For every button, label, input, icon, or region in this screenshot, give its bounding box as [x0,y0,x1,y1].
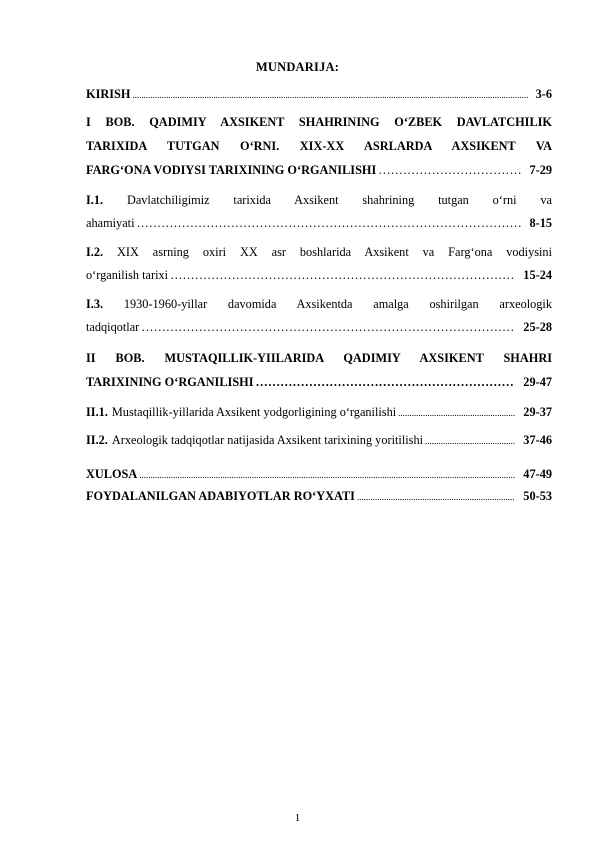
section-title-cont: tadqiqotlar [86,320,140,334]
section-number: I.1. [86,193,104,207]
section-title: 1930-1960-yillar davomida Axsikentda amalga oshirilgan arxeologik [123,297,552,311]
page-number: 1 [294,812,301,824]
page-range: 37-46 [523,433,552,447]
section-number: II.2. [86,433,108,447]
leader-dots [132,84,527,105]
leader-dots [357,486,515,507]
entry-label: KIRISH [86,87,131,101]
section-title: XIX asrning oxiri XX asr boshlarida Axsikent va Farg‘ona vodiysini [117,245,552,259]
toc-entry-xulosa [86,464,552,484]
leader-dots [425,430,515,451]
page-range: 47-49 [523,467,552,481]
toc-entry-section-1-1 [86,190,552,233]
toc-entry-chapter-2 [86,348,552,392]
toc-entry-section-1-3 [86,294,552,337]
chapter-title-line: II BOB. MUSTAQILLIK-YIILARIDA QADIMIY AXSIKENT SHAHRI [86,351,552,365]
section-title: Arxeologik tadqiqotlar natijasida Axsikent tarixining yoritilishi [111,433,424,447]
leader-dots [378,160,521,180]
toc-entry-kirish [86,84,552,104]
toc-entry-section-1-2 [86,242,552,285]
section-title-cont: ahamiyati [86,216,135,230]
section-title: Mustaqillik-yillarida Axsikent yodgorligining o‘rganilishi [111,405,397,419]
leader-dots [139,464,515,485]
toc-entry-chapter-1 [86,112,552,180]
section-title: Davlatchiligimiz tarixida Axsikent shahrining tutgan o‘rni va [126,193,553,207]
chapter-title-line: TARIXINING O‘RGANILISHI [86,375,254,389]
page-range: 25-28 [523,320,552,334]
leader-dots [256,372,516,392]
toc-entry-bibliography [86,486,552,506]
leader-dots [137,213,522,233]
entry-label: FOYDALANILGAN ADABIYOTLAR RO‘YXATI [86,489,355,503]
section-number: I.3. [86,297,104,311]
page-range: 29-47 [523,375,552,389]
section-number: I.2. [86,245,104,259]
section-title-cont: o‘rganilish tarixi [86,268,169,282]
page-range: 8-15 [529,216,552,230]
page-range: 7-29 [529,163,552,177]
toc-title: MUNDARIJA: [255,60,340,74]
chapter-title-line: TARIXIDA TUTGAN O‘RNI. XIX-XX ASRLARDA AXSIKENT VA [86,139,552,153]
page-range: 29-37 [523,405,552,419]
chapter-title-line: FARG‘ONA VODIYSI TARIXINING O‘RGANILISHI [86,163,377,177]
entry-label: XULOSA [86,467,138,481]
toc-entry-section-2-2 [86,430,552,450]
page-range: 50-53 [523,489,552,503]
page-range: 15-24 [523,268,552,282]
leader-dots [398,402,515,423]
page-range: 3-6 [535,87,552,101]
leader-dots [170,265,515,285]
chapter-title-line: I BOB. QADIMIY AXSIKENT SHAHRINING O‘ZBEK DAVLATCHILIK [86,115,552,129]
leader-dots [141,317,515,337]
toc-entry-section-2-1 [86,402,552,422]
section-number: II.1. [86,405,108,419]
